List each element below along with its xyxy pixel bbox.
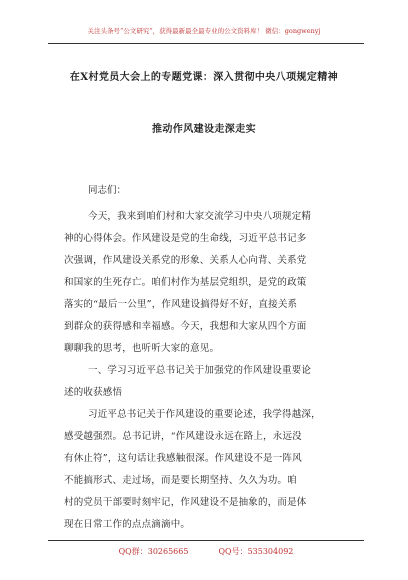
body-line: 习近平总书记关于作风建设的重要论述，我学得越深， <box>88 409 321 420</box>
body-line: 落实的“最后一公里”，作风建设搞得好不好，直接关系 <box>64 299 298 310</box>
body-line: 感受越强烈。总书记讲，“作风建设永远在路上，永远没 <box>64 431 302 442</box>
body-line: 和国家的生死存亡。咱们村作为基层党组织，是党的政策 <box>64 277 307 288</box>
body-line: 不能搞形式、走过场，而是要长期坚持、久久为功。咱 <box>64 475 297 486</box>
section-heading-cont: 述的收获感悟 <box>64 387 123 398</box>
footer-divider <box>48 540 364 541</box>
body-line: 现在日常工作的点点滴滴中。 <box>64 519 191 530</box>
salutation: 同志们： <box>88 185 127 196</box>
body-line: 村的党员干部要时刻牢记，作风建设不是抽象的，而是体 <box>64 497 307 508</box>
footer-qq-group: QQ群：30265665 <box>118 547 189 556</box>
footer-qq: QQ号：535304092 <box>218 547 294 556</box>
footer <box>48 546 364 557</box>
section-heading: 一、学习习近平总书记关于加强党的作风建设重要论 <box>88 365 312 376</box>
header-divider <box>48 43 364 44</box>
body-line: 次强调，作风建设关系党的形象、关系人心向背、关系党 <box>64 255 307 266</box>
body-line: 今天，我来到咱们村和大家交流学习中央八项规定精 <box>88 211 312 222</box>
document-title-line-2: 推动作风建设走深走实 <box>152 124 256 135</box>
document-title-line-1: 在X村党员大会上的专题党课：深入贯彻中央八项规定精神 <box>69 72 339 83</box>
body-line: 聊聊我的思考，也听听大家的意见。 <box>64 343 220 354</box>
body-line: 到群众的获得感和幸福感。今天，我想和大家从四个方面 <box>64 321 307 332</box>
header-banner: 关注头条号“公文研究”，获得最新最全最专业的公文资料库！ 微信：gongwenyj <box>87 27 321 35</box>
body-line: 神的心得体会。作风建设是党的生命线，习近平总书记多 <box>64 233 307 244</box>
body-line: 有休止符”，这句话让我感触很深。作风建设不是一阵风 <box>64 453 302 464</box>
